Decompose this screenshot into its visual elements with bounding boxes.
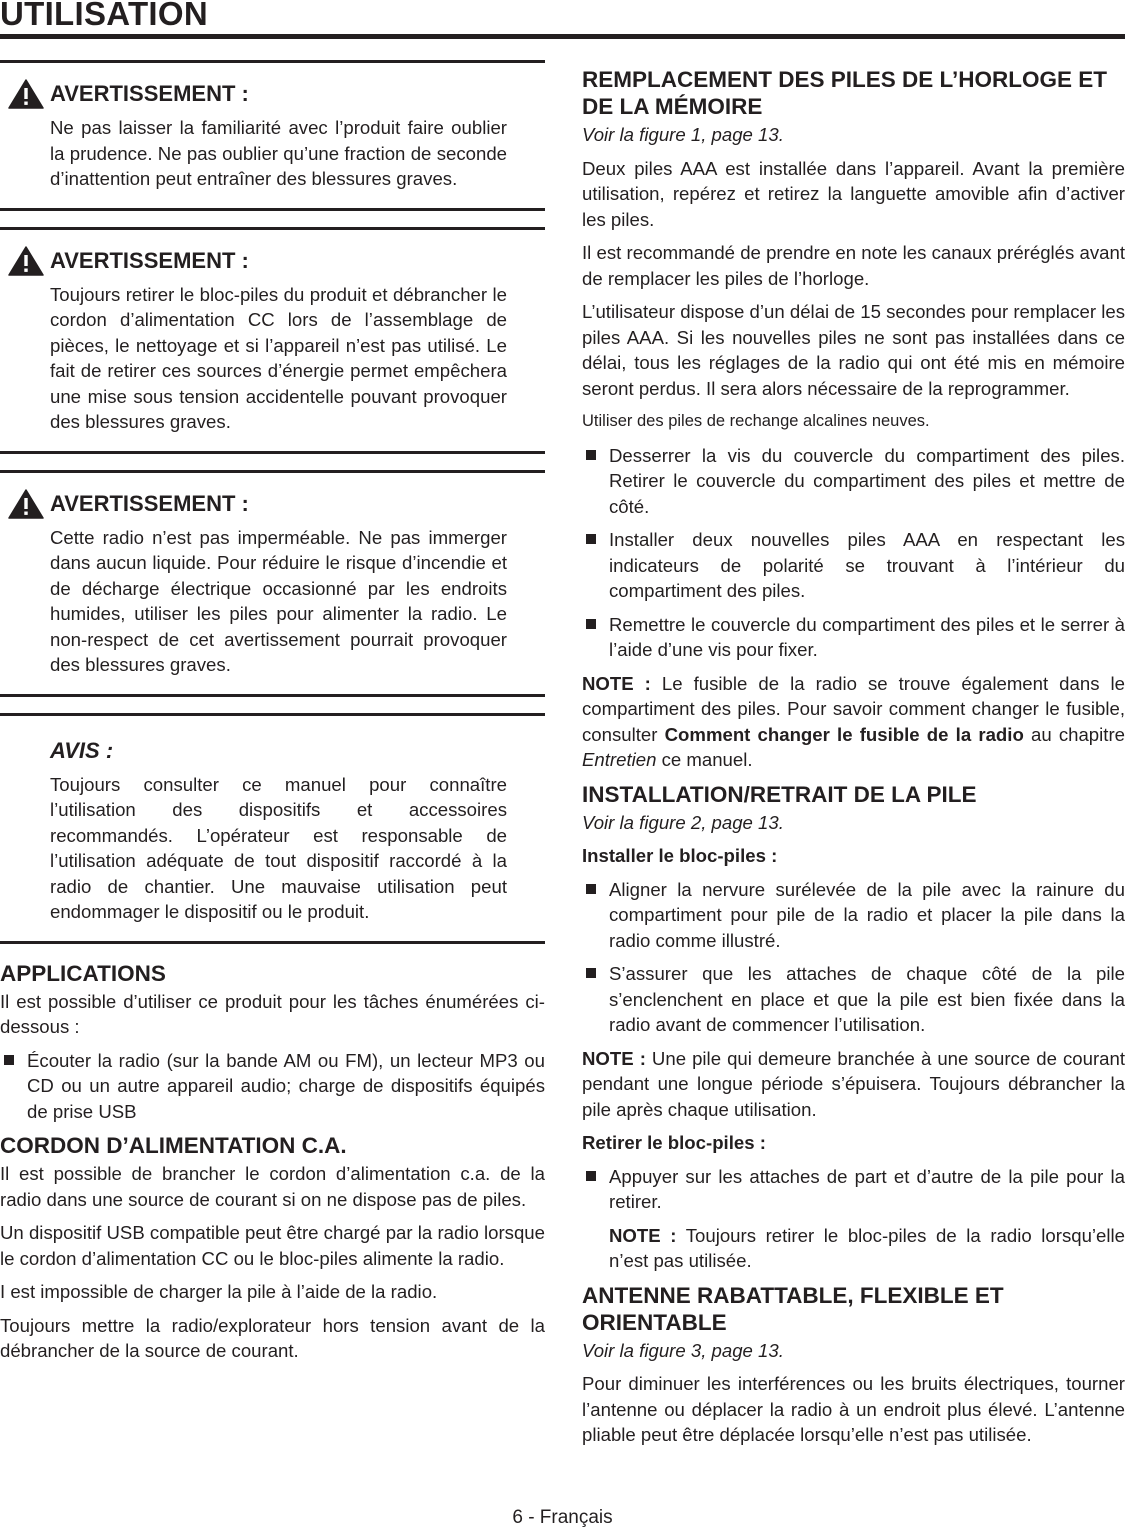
warning-triangle-icon [8,79,44,109]
figure-reference: Voir la figure 1, page 13. [582,124,784,145]
applications-title: APPLICATIONS [0,960,166,986]
horloge-paragraph: Il est recommandé de prendre en note les canaux préréglés avant de remplacer les piles de l’horloge. [582,242,1125,289]
antenne-paragraph: Pour diminuer les interférences ou les bruits électriques, tourner l’antenne ou déplacer la radio à un endroit plus élevé. L’antenne pliable peut être déplacée lorsqu’elle n’est pas utilisée. [582,1373,1125,1445]
applications-intro: Il est possible d’utiliser ce produit pour les tâches énumérées ci-dessous : [0,990,545,1037]
horloge-paragraph: L’utilisateur dispose d’un délai de 15 secondes pour remplacer les piles AAA. Si les nouvelles piles ne sont pas installées dans ce délai, tous les réglages de la radio qui ont été mis en mémoire seront perdus. Il sera alors nécessaire de la reprogrammer. [582,301,1125,399]
bullet-square-icon [586,968,596,978]
cordon-title: CORDON D’ALIMENTATION C.A. [0,1133,347,1158]
cordon-paragraph: Il est possible de brancher le cordon d’alimentation c.a. de la radio dans une source de courant si on ne dispose pas de piles. [0,1163,545,1210]
warning-text: Toujours retirer le bloc-piles du produit et débrancher le cordon d’alimentation CC lors de l’assemblage de pièces, le nettoyage et si l’appareil n’est pas utilisé. Le fait de retirer ces sources d’énergie permet empêchera une mise sous tension accidentelle pouvant provoquer des blessures graves. [50,283,507,432]
antenne-title: ANTENNE RABATTABLE, FLEXIBLE ET ORIENTABLE [582,1282,1004,1335]
bullet-square-icon [586,1171,596,1181]
bullet-square-icon [586,619,596,629]
cordon-paragraph: I est impossible de charger la pile à l’aide de la radio. [0,1281,438,1302]
list-item: Remettre le couvercle du compartiment des piles et le serrer à l’aide d’une vis pour fixer. [582,612,1125,663]
page-title: UTILISATION [0,0,209,32]
remove-subheading: Retirer le bloc-piles : [582,1132,766,1153]
horloge-note: NOTE : Le fusible de la radio se trouve également dans le compartiment des piles. Pour savoir comment changer le fusible, consulter Comment changer le fusible de la radio au chapitre Entretien ce manuel. [582,672,1125,770]
bullet-square-icon [586,534,596,544]
warning-label: AVERTISSEMENT : [50,490,249,516]
horloge-small-note: Utiliser des piles de rechange alcalines neuves. [582,412,930,430]
title-rule [0,34,1125,39]
list-item: Aligner la nervure surélevée de la pile avec la rainure du compartiment pour pile de la radio et placer la pile dans la radio comme illustré. [582,877,1125,954]
horloge-paragraph: Deux piles AAA est installée dans l’appareil. Avant la première utilisation, repérez et retirez la languette amovible afin d’activer les piles. [582,157,1125,230]
cordon-paragraph: Un dispositif USB compatible peut être chargé par la radio lorsque le cordon d’alimentation CC ou le bloc-piles alimente la radio. [0,1222,545,1269]
bullet-square-icon [4,1055,14,1065]
avis-text: Toujours consulter ce manuel pour connaître l’utilisation des dispositifs et accessoires recommandés. L’opérateur est responsable de l’utilisation adéquate de tout dispositif raccordé à la radio de chantier. Une mauvaise utilisation peut endommager le dispositif ou le produit. [50,773,507,922]
right-column [582,60,1125,1456]
remove-list [582,1164,1125,1215]
pile-note: NOTE : Une pile qui demeure branchée à une source de courant pendant une longue période s’épuisera. Toujours débrancher la pile après chaque utilisation. [582,1047,1125,1120]
warning-box-2 [0,227,545,454]
warning-triangle-icon [8,246,44,276]
horloge-list [582,443,1125,663]
bullet-square-icon [586,450,596,460]
warning-box-3 [0,470,545,697]
applications-list [0,1048,545,1125]
pile-title: INSTALLATION/RETRAIT DE LA PILE [582,781,977,807]
list-item: Écouter la radio (sur la bande AM ou FM), un lecteur MP3 ou CD ou un autre appareil audio; charge de dispositifs équipés de prise USB [0,1048,545,1125]
page-footer: 6 - Français [512,1507,613,1528]
warning-header [0,489,545,519]
left-column [0,60,545,1372]
remove-note: NOTE : Toujours retirer le bloc-piles de la radio lorsqu’elle n’est pas utilisée. [609,1224,1125,1271]
warning-text: Cette radio n’est pas imperméable. Ne pas immerger dans aucun liquide. Pour réduire le risque d’incendie et de décharge électrique occasionné par les endroits humides, utiliser les piles pour alimenter la radio. Le non-respect de cet avertissement pourrait provoquer des blessures graves. [50,526,507,675]
cordon-paragraph: Toujours mettre la radio/explorateur hors tension avant de la débrancher de la source de courant. [0,1314,545,1361]
avis-header [0,736,545,766]
figure-reference: Voir la figure 2, page 13. [582,811,784,833]
warning-header [0,246,545,276]
warning-triangle-icon [8,489,44,519]
avis-label: AVIS : [50,737,114,763]
install-subheading: Installer le bloc-piles : [582,845,778,866]
list-item: Appuyer sur les attaches de part et d’autre de la pile pour la retirer. [582,1164,1125,1215]
list-item: Installer deux nouvelles piles AAA en respectant les indicateurs de polarité se trouvant à l’intérieur du compartiment des piles. [582,527,1125,604]
list-item: Desserrer la vis du couvercle du compartiment des piles. Retirer le couvercle du compartiment des piles et mettre de côté. [582,443,1125,520]
bullet-square-icon [586,884,596,894]
warning-label: AVERTISSEMENT : [50,81,249,107]
horloge-title: REMPLACEMENT DES PILES DE L’HORLOGE ET DE LA MÉMOIRE [582,67,1108,119]
warning-text: Ne pas laisser la familiarité avec l’produit faire oublier la prudence. Ne pas oublier qu’une fraction de seconde d’inattention peut entraîner des blessures graves. [50,117,507,189]
install-list [582,877,1125,1038]
figure-reference: Voir la figure 3, page 13. [582,1339,784,1361]
list-item: S’assurer que les attaches de chaque côté de la pile s’enclenchent en place et que la pile est bien fixée dans la radio avant de commencer l’utilisation. [582,961,1125,1038]
warning-box-1 [0,60,545,211]
avis-box [0,713,545,944]
warning-header [0,79,545,109]
warning-label: AVERTISSEMENT : [50,247,249,273]
